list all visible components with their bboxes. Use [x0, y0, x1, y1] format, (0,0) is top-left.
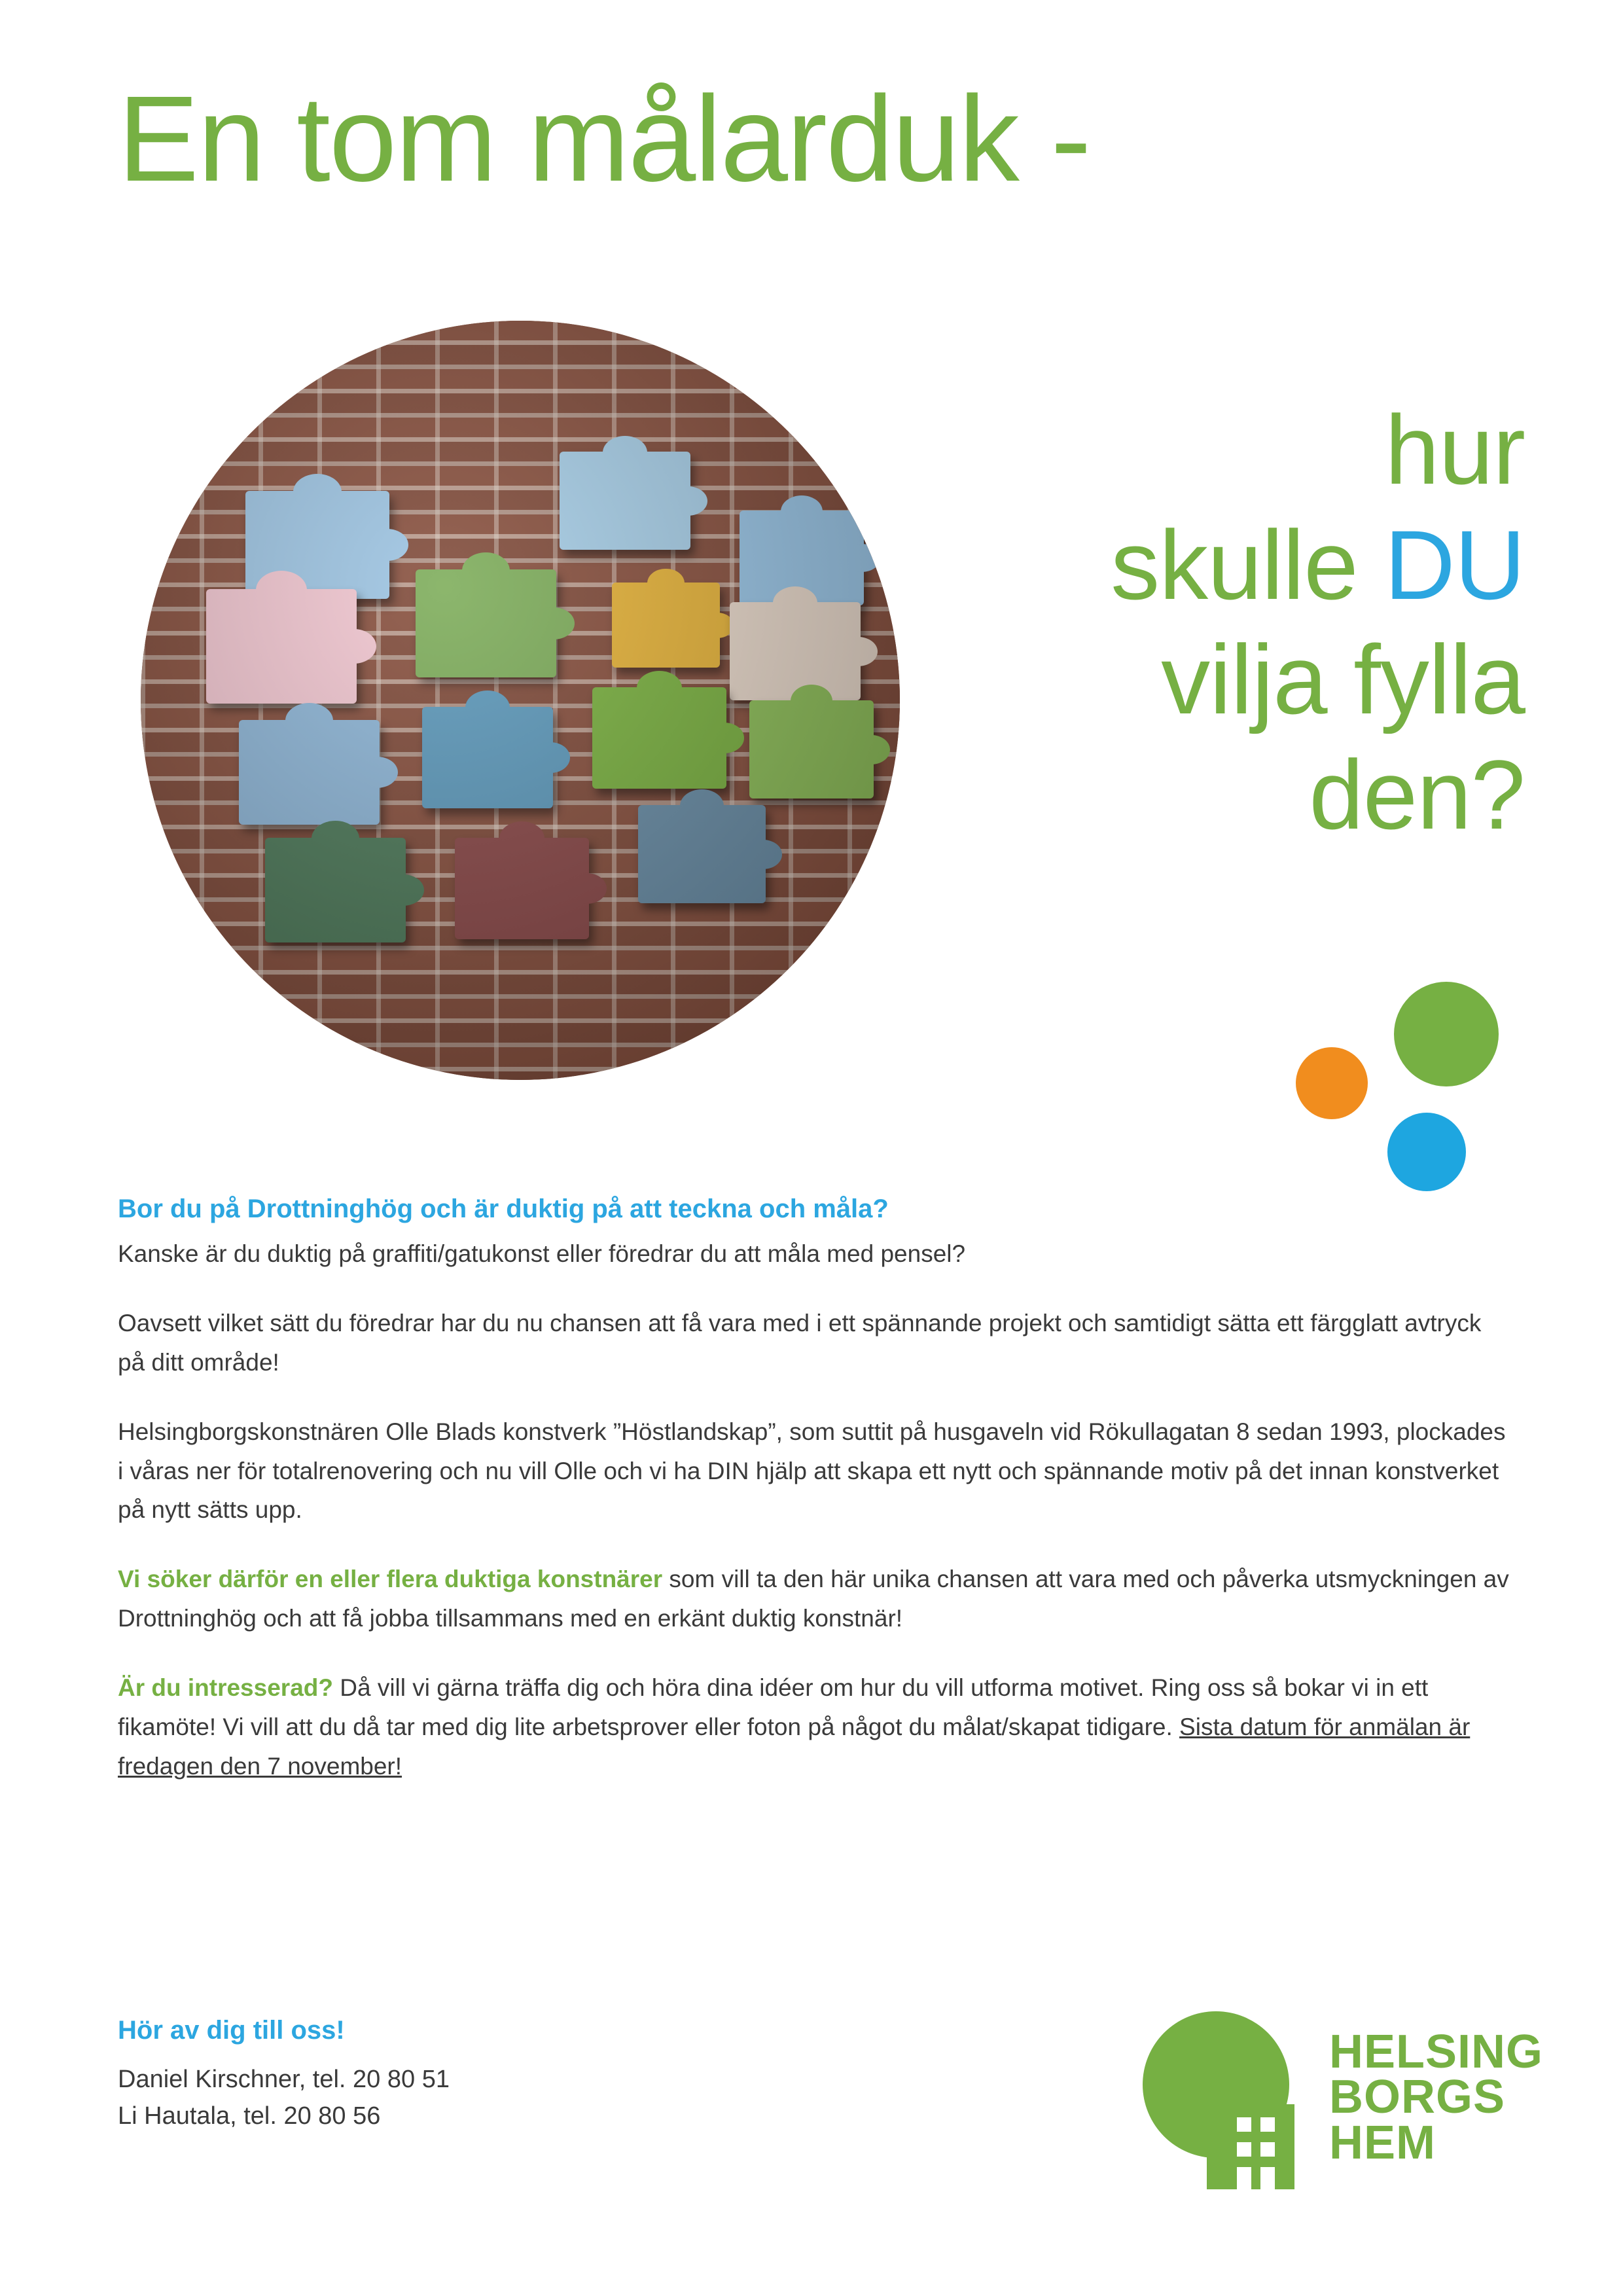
page-title-line3-green: skulle [1111, 509, 1385, 620]
paragraph-background: Helsingborgskonstnären Olle Blads konstverk ”Höstlandskap”, som suttit på husgaveln vid Rökullagatan 8 sedan 1993, plockades i våras ner för totalrenovering och nu vill Olle och vi ha DIN hjälp att skapa ett nytt och spännande motiv på det innan konstverket på nytt sätts upp. [118, 1418, 1506, 1524]
page-title-block [870, 393, 1525, 852]
decorative-dot-green [1394, 982, 1499, 1086]
logo-mark-tree-house-icon [1139, 2006, 1312, 2189]
logo-word-line3: HEM [1329, 2116, 1436, 2169]
seeking-rest: som vill ta den här unika chansen att vara med och påverka utsmyckningen av Drottninghög och att få jobba tillsammans med en erkänt duktig konstnär! [118, 1566, 1509, 1632]
interested-rest: Då vill vi gärna träffa dig och höra dina idéer om hur du vill utforma motivet. Ring oss så bokar vi in ett fikamöte! Vi vill att du då tar med dig lite arbetsprover eller foton på något du målat/skapat tidigare. [118, 1674, 1429, 1741]
decorative-dot-orange [1296, 1047, 1368, 1119]
contact-block [118, 2016, 969, 2134]
contact-heading: Hör av dig till oss! [118, 2016, 345, 2045]
hero-vignette [141, 321, 900, 1080]
contact-person-1: Daniel Kirschner, tel. 20 80 51 [118, 2066, 450, 2093]
logo-word-line2: BORGS [1329, 2071, 1506, 2124]
page-title-line2: hur [1385, 395, 1525, 505]
interested-highlight: Är du intresserad? [118, 1674, 333, 1702]
hero-image-puzzle-wall [141, 321, 900, 1080]
decorative-dot-blue [1387, 1113, 1466, 1191]
seeking-highlight: Vi söker därför en eller flera duktiga konstnärer [118, 1566, 663, 1593]
paragraph-seeking [118, 1560, 1512, 1638]
body-copy [118, 1188, 1512, 1816]
page-title-line1: En tom målarduk - [118, 71, 1090, 207]
logo-wordmark [1329, 2026, 1544, 2169]
lead-subtext: Kanske är du duktig på graffiti/gatukonst eller föredrar du att måla med pensel? [118, 1240, 966, 1267]
page-title-line3 [870, 508, 1525, 623]
helsingborgshem-logo [1139, 2000, 1544, 2196]
page-title-line5: den? [1309, 739, 1525, 850]
deadline-text: Sista datum för anmälan är fredagen den 7 november! [118, 1713, 1471, 1780]
paragraph-interested [118, 1668, 1512, 1786]
paragraph-opportunity: Oavsett vilket sätt du föredrar har du nu chansen att få vara med i ett spännande projekt och samtidigt sätta ett färgglatt avtryck på ditt område! [118, 1309, 1482, 1376]
logo-word-line1: HELSING [1329, 2026, 1544, 2079]
page-title-line3-blue: DU [1384, 509, 1525, 620]
contact-person-2: Li Hautala, tel. 20 80 56 [118, 2102, 381, 2130]
lead-question: Bor du på Drottninghög och är duktig på att teckna och måla? [118, 1194, 889, 1223]
page-title-line4: vilja fylla [1161, 624, 1525, 734]
